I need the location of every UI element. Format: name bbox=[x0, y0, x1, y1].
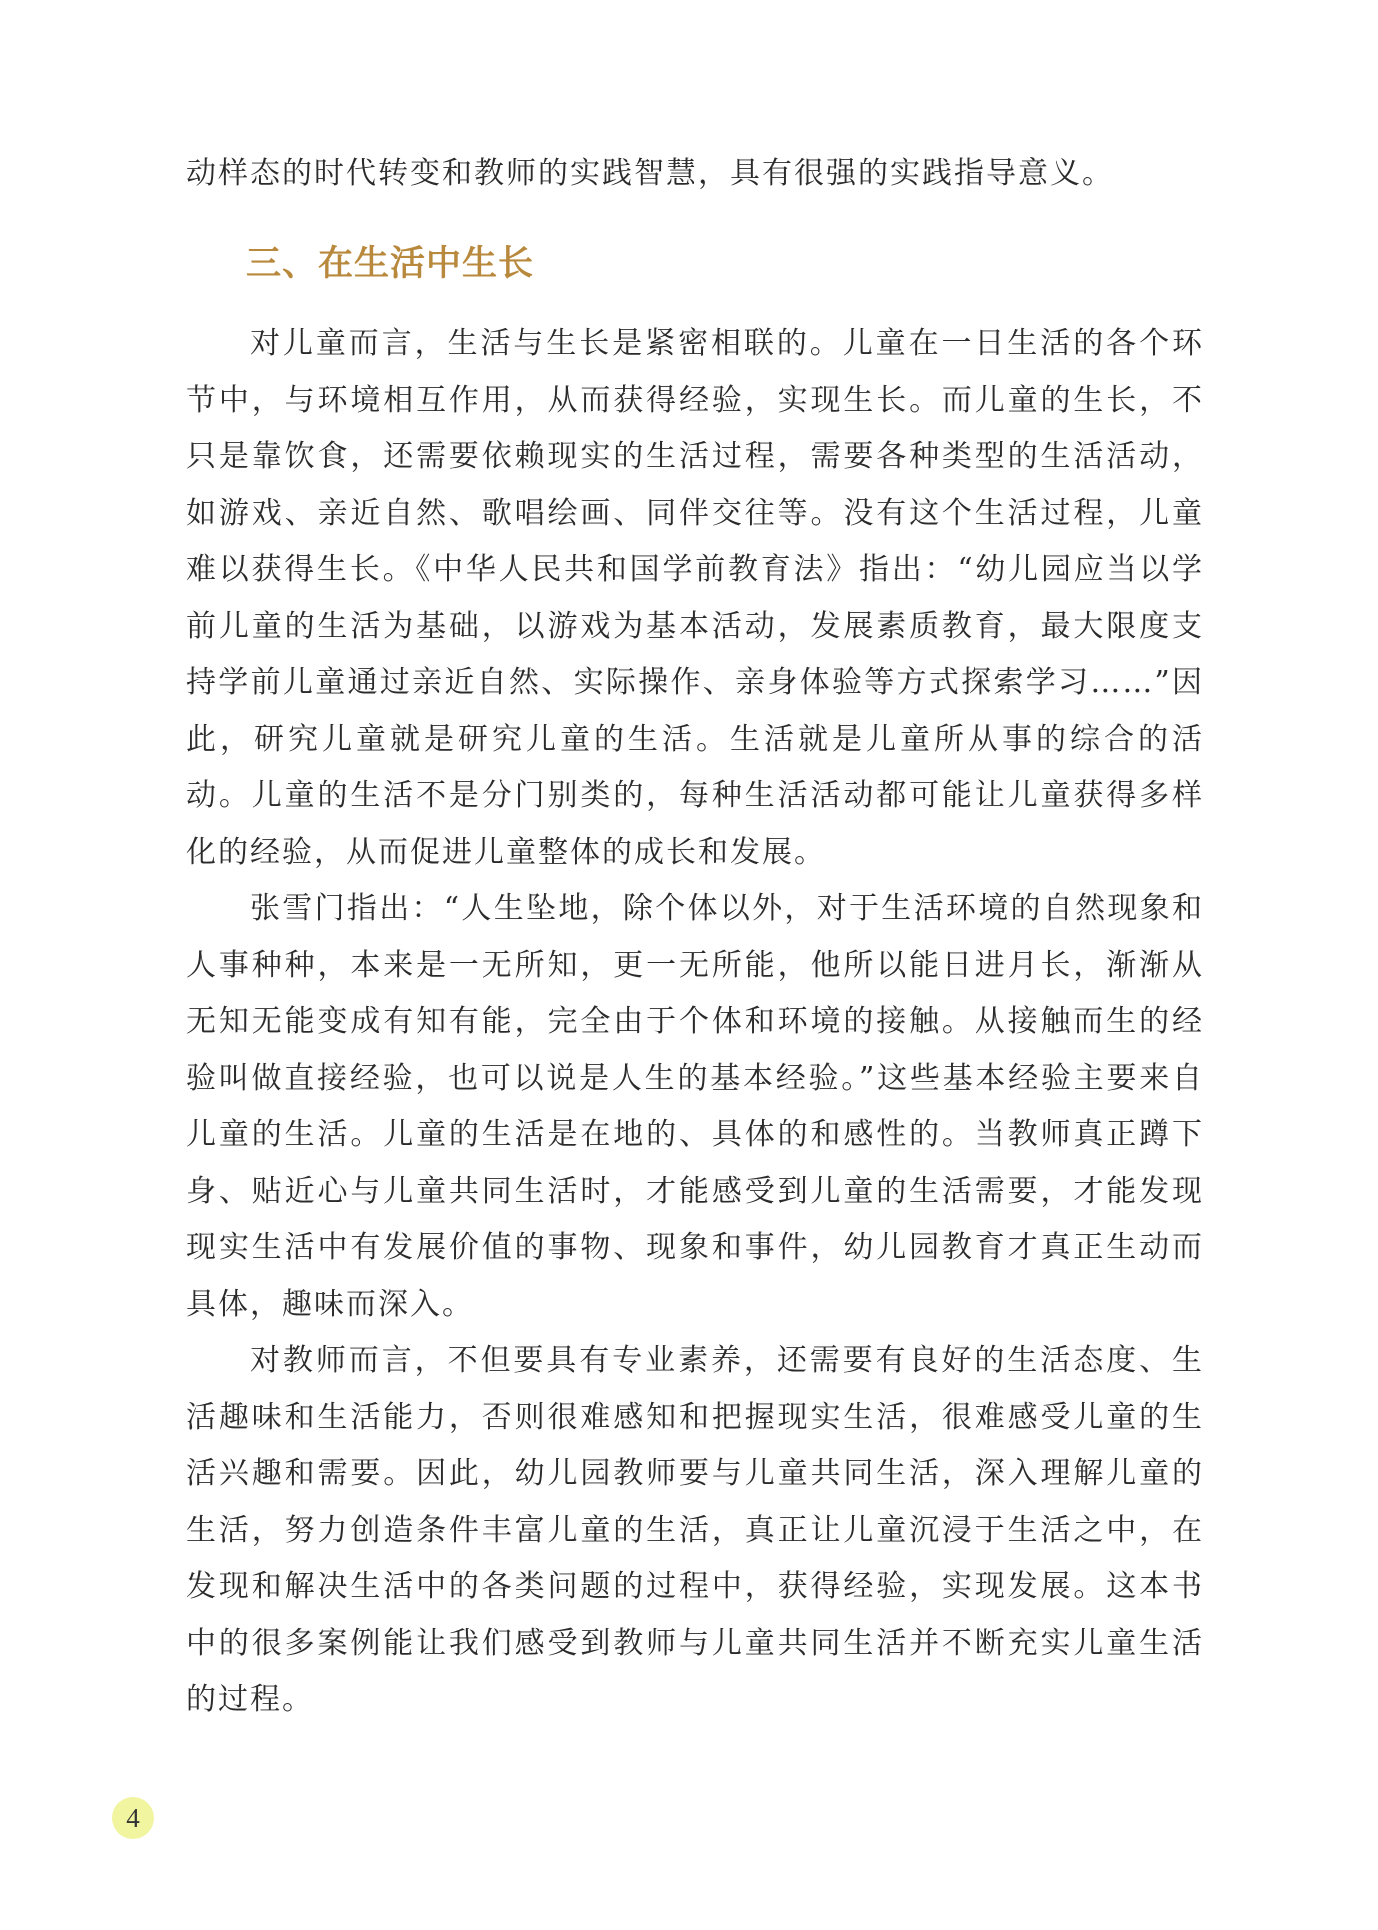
section-body bbox=[186, 316, 1204, 1729]
page-number-badge bbox=[112, 1797, 154, 1839]
intro-line: 动样态的时代转变和教师的实践智慧，具有很强的实践指导意义。 bbox=[186, 156, 1114, 191]
section-heading: 三、在生活中生长 bbox=[246, 243, 535, 284]
page-number: 4 bbox=[126, 1802, 140, 1833]
paragraph-2: 张雪门指出：“人生坠地，除个体以外，对于生活环境的自然现象和人事种种，本来是一无所知，更一无所能，他所以能日进月长，渐渐从无知无能变成有知有能，完全由于个体和环境的接触。从接触而生的经验叫做直接经验，也可以说是人生的基本经验。”这些基本经验主要来自儿童的生活。儿童的生活是在地的、具体的和感性的。当教师真正蹲下身、贴近心与儿童共同生活时，才能感受到儿童的生活需要，才能发现现实生活中有发展价值的事物、现象和事件，幼儿园教育才真正生动而具体，趣味而深入。 bbox=[186, 891, 1204, 1322]
paragraph-1: 对儿童而言，生活与生长是紧密相联的。儿童在一日生活的各个环节中，与环境相互作用，从而获得经验，实现生长。而儿童的生长，不只是靠饮食，还需要依赖现实的生活过程，需要各种类型的生活活动，如游戏、亲近自然、歌唱绘画、同伴交往等。没有这个生活过程，儿童难以获得生长。《中华人民共和国学前教育法》指出：“幼儿园应当以学前儿童的生活为基础，以游戏为基本活动，发展素质教育，最大限度支持学前儿童通过亲近自然、实际操作、亲身体验等方式探索学习……”因此，研究儿童就是研究儿童的生活。生活就是儿童所从事的综合的活动。儿童的生活不是分门别类的，每种生活活动都可能让儿童获得多样化的经验，从而促进儿童整体的成长和发展。 bbox=[186, 326, 1204, 870]
paragraph-3: 对教师而言，不但要具有专业素养，还需要有良好的生活态度、生活趣味和生活能力，否则很难感知和把握现实生活，很难感受儿童的生活兴趣和需要。因此，幼儿园教师要与儿童共同生活，深入理解儿童的生活，努力创造条件丰富儿童的生活，真正让儿童沉浸于生活之中，在发现和解决生活中的各类问题的过程中，获得经验，实现发展。这本书中的很多案例能让我们感受到教师与儿童共同生活并不断充实儿童生活的过程。 bbox=[186, 1343, 1204, 1717]
intro-text-block bbox=[186, 146, 1204, 203]
